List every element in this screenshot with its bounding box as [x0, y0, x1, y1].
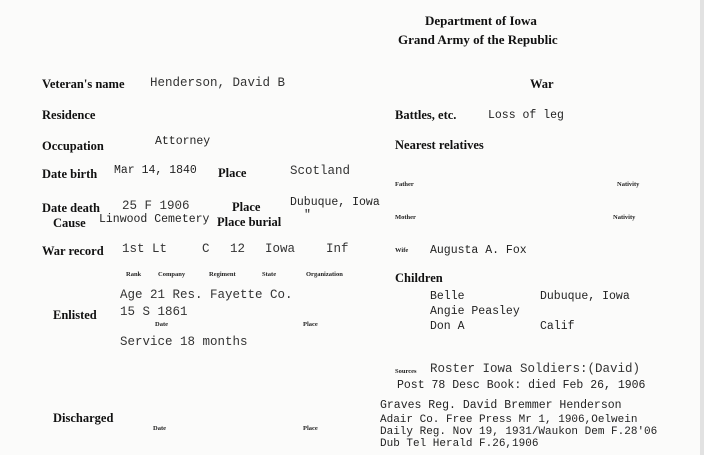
enlistment-note: Age 21 Res. Fayette Co. — [120, 288, 293, 302]
death-place-label: Place — [232, 200, 261, 214]
department-title: Department of Iowa — [425, 13, 537, 28]
mother-nativity-label: Nativity — [613, 214, 636, 221]
children-label: Children — [395, 271, 443, 285]
regiment-value: 12 — [230, 242, 246, 256]
war-label: War — [530, 77, 554, 91]
child-place: Dubuque, Iowa — [540, 290, 630, 303]
enlisted-date-value: 15 S 1861 — [120, 305, 188, 319]
birth-place-label: Place — [218, 166, 247, 180]
organization-value: Inf — [326, 242, 349, 256]
father-label: Father — [395, 181, 414, 188]
father-nativity-label: Nativity — [617, 181, 640, 188]
wife-value: Augusta A. Fox — [430, 244, 527, 257]
source-line: Roster Iowa Soldiers:(David) — [430, 362, 641, 376]
organization-sublabel: Organization — [306, 271, 343, 278]
enlisted-place-sublabel: Place — [303, 321, 318, 328]
service-value: Service 18 months — [120, 335, 248, 349]
company-value: C — [202, 242, 210, 256]
veterans-name-label: Veteran's name — [42, 77, 125, 91]
discharged-place-sublabel: Place — [303, 425, 318, 432]
rank-value: 1st Lt — [122, 242, 168, 256]
child-name: Angie Peasley — [430, 305, 520, 318]
occupation-value: Attorney — [155, 135, 211, 148]
child-place: Calif — [540, 320, 575, 333]
place-burial-label: Place burial — [217, 215, 282, 229]
source-line: Daily Reg. Nov 19, 1931/Waukon Dem F.28'06 — [380, 426, 658, 438]
card-edge — [700, 0, 704, 455]
sources-label: Sources — [395, 368, 417, 375]
regiment-sublabel: Regiment — [209, 271, 236, 278]
source-line: Post 78 Desc Book: died Feb 26, 1906 — [397, 379, 646, 392]
residence-label: Residence — [42, 108, 96, 122]
state-sublabel: State — [262, 271, 277, 278]
child-name: Don A — [430, 320, 465, 333]
source-line: Dub Tel Herald F.26,1906 — [380, 438, 539, 450]
cause-value: Linwood Cemetery — [99, 213, 210, 226]
place-burial-value: " — [304, 209, 311, 222]
mother-label: Mother — [395, 214, 416, 221]
occupation-label: Occupation — [42, 139, 104, 153]
birth-place-value: Scotland — [290, 164, 351, 178]
date-death-value: 25 F 1906 — [122, 199, 190, 213]
veterans-name-value: Henderson, David B — [150, 76, 286, 90]
nearest-relatives-label: Nearest relatives — [395, 138, 484, 152]
company-sublabel: Company — [158, 271, 186, 278]
discharged-date-sublabel: Date — [153, 425, 166, 432]
organization-title: Grand Army of the Republic — [398, 32, 558, 47]
rank-sublabel: Rank — [126, 271, 142, 278]
discharged-label: Discharged — [53, 411, 114, 425]
date-birth-label: Date birth — [42, 167, 98, 181]
enlisted-date-sublabel: Date — [155, 321, 168, 328]
wife-label: Wife — [395, 247, 409, 254]
child-name: Belle — [430, 290, 465, 303]
enlisted-label: Enlisted — [53, 308, 97, 322]
battles-label: Battles, etc. — [395, 108, 457, 122]
war-record-label: War record — [42, 244, 104, 258]
cause-label: Cause — [53, 216, 86, 230]
source-line: Adair Co. Free Press Mr 1, 1906,Oelwein — [380, 414, 638, 426]
date-birth-value: Mar 14, 1840 — [114, 164, 197, 177]
state-value: Iowa — [265, 242, 296, 256]
battles-value: Loss of leg — [488, 109, 564, 122]
source-line: Graves Reg. David Bremmer Henderson — [380, 399, 622, 412]
date-death-label: Date death — [42, 201, 100, 215]
death-place-value: Dubuque, Iowa — [290, 196, 380, 209]
